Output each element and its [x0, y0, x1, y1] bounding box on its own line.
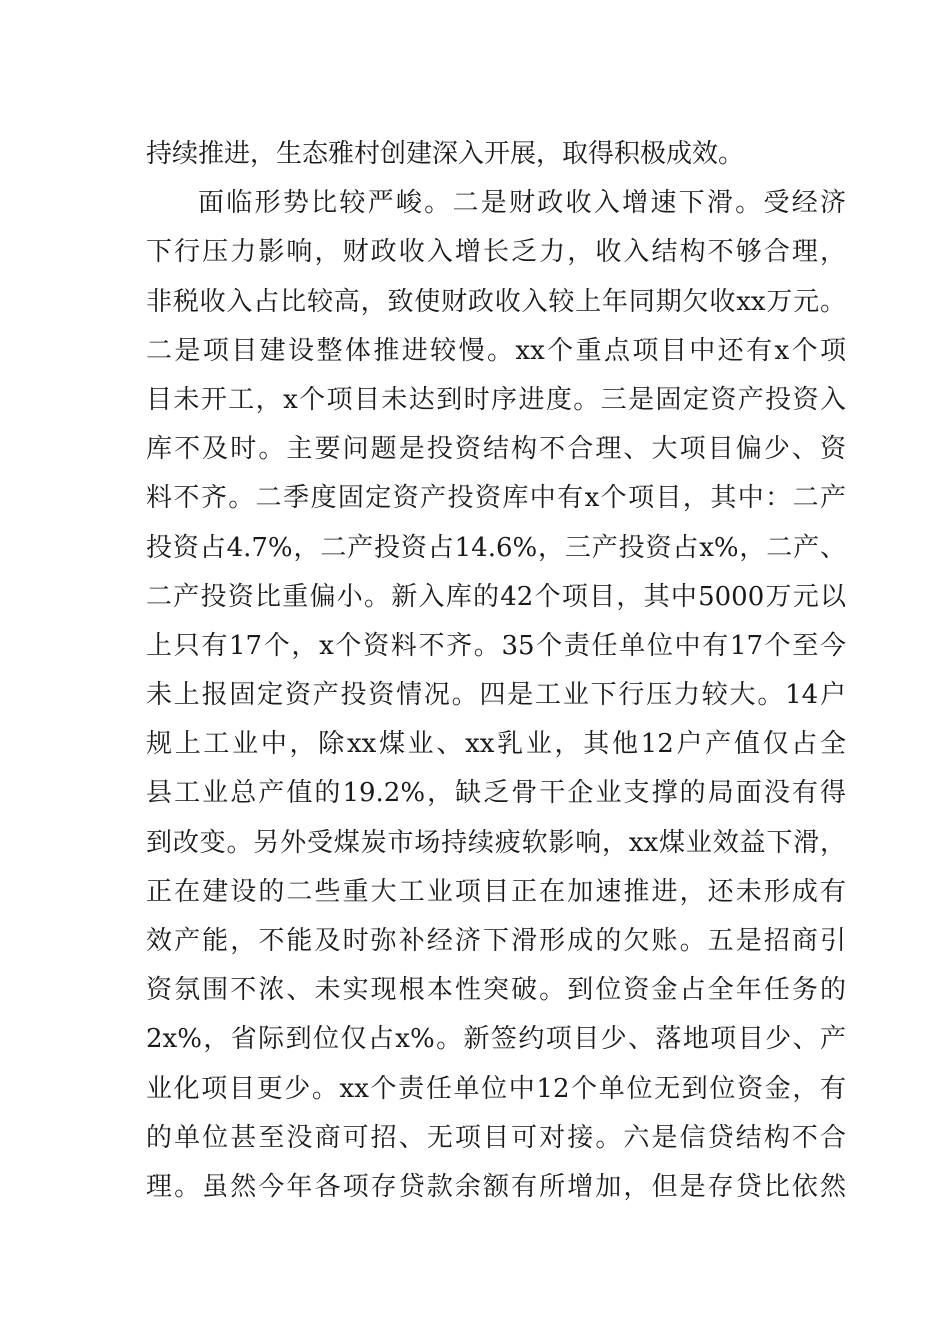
paragraph-line: 二产投资比重偏小。新入库的42个项目，其中5000万元以	[146, 581, 846, 612]
paragraph-line: 资氛围不浓、未实现根本性突破。到位资金占全年任务的	[146, 975, 846, 1006]
paragraph-line: 料不齐。二季度固定资产投资库中有x个项目，其中：二产	[146, 483, 846, 514]
paragraph-line: 投资占4.7%，二产投资占14.6%，三产投资占x%，二产、	[146, 532, 846, 563]
paragraph-line: 县工业总产值的19.2%，缺乏骨干企业支撑的局面没有得	[146, 778, 846, 809]
paragraph-line: 上只有17个，x个资料不齐。35个责任单位中有17个至今	[146, 630, 846, 661]
paragraph-line: 面临形势比较严峻。二是财政收入增速下滑。受经济	[198, 188, 846, 219]
paragraph-line: 效产能，不能及时弥补经济下滑形成的欠账。五是招商引	[146, 926, 846, 956]
paragraph-line: 到改变。另外受煤炭市场持续疲软影响，xx煤业效益下滑，	[146, 827, 846, 858]
paragraph-line: 下行压力影响，财政收入增长乏力，收入结构不够合理，	[146, 237, 846, 268]
paragraph-line: 正在建设的二些重大工业项目正在加速推进，还未形成有	[146, 876, 846, 907]
paragraph-line: 的单位甚至没商可招、无项目可对接。六是信贷结构不合	[146, 1122, 846, 1153]
paragraph-line: 非税收入占比较高，致使财政收入较上年同期欠收xx万元。	[146, 286, 846, 317]
paragraph-line: 未上报固定资产投资情况。四是工业下行压力较大。14户	[146, 680, 846, 711]
paragraph-line: 库不及时。主要问题是投资结构不合理、大项目偏少、资	[146, 434, 846, 465]
paragraph-line: 规上工业中，除xx煤业、xx乳业，其他12户产值仅占全	[146, 729, 846, 760]
paragraph-line: 二是项目建设整体推进较慢。xx个重点项目中还有x个项	[146, 335, 846, 366]
paragraph-line: 目未开工，x个项目未达到时序进度。三是固定资产投资入	[146, 384, 846, 415]
body-text	[146, 130, 846, 1212]
paragraph-line: 持续推进，生态雅村创建深入开展，取得积极成效。	[146, 139, 745, 169]
paragraph-line: 业化项目更少。xx个责任单位中12个单位无到位资金，有	[146, 1073, 846, 1104]
paragraph-line: 2x%，省际到位仅占x%。新签约项目少、落地项目少、产	[146, 1024, 846, 1055]
paragraph-line: 理。虽然今年各项存贷款余额有所增加，但是存贷比依然	[146, 1171, 846, 1202]
